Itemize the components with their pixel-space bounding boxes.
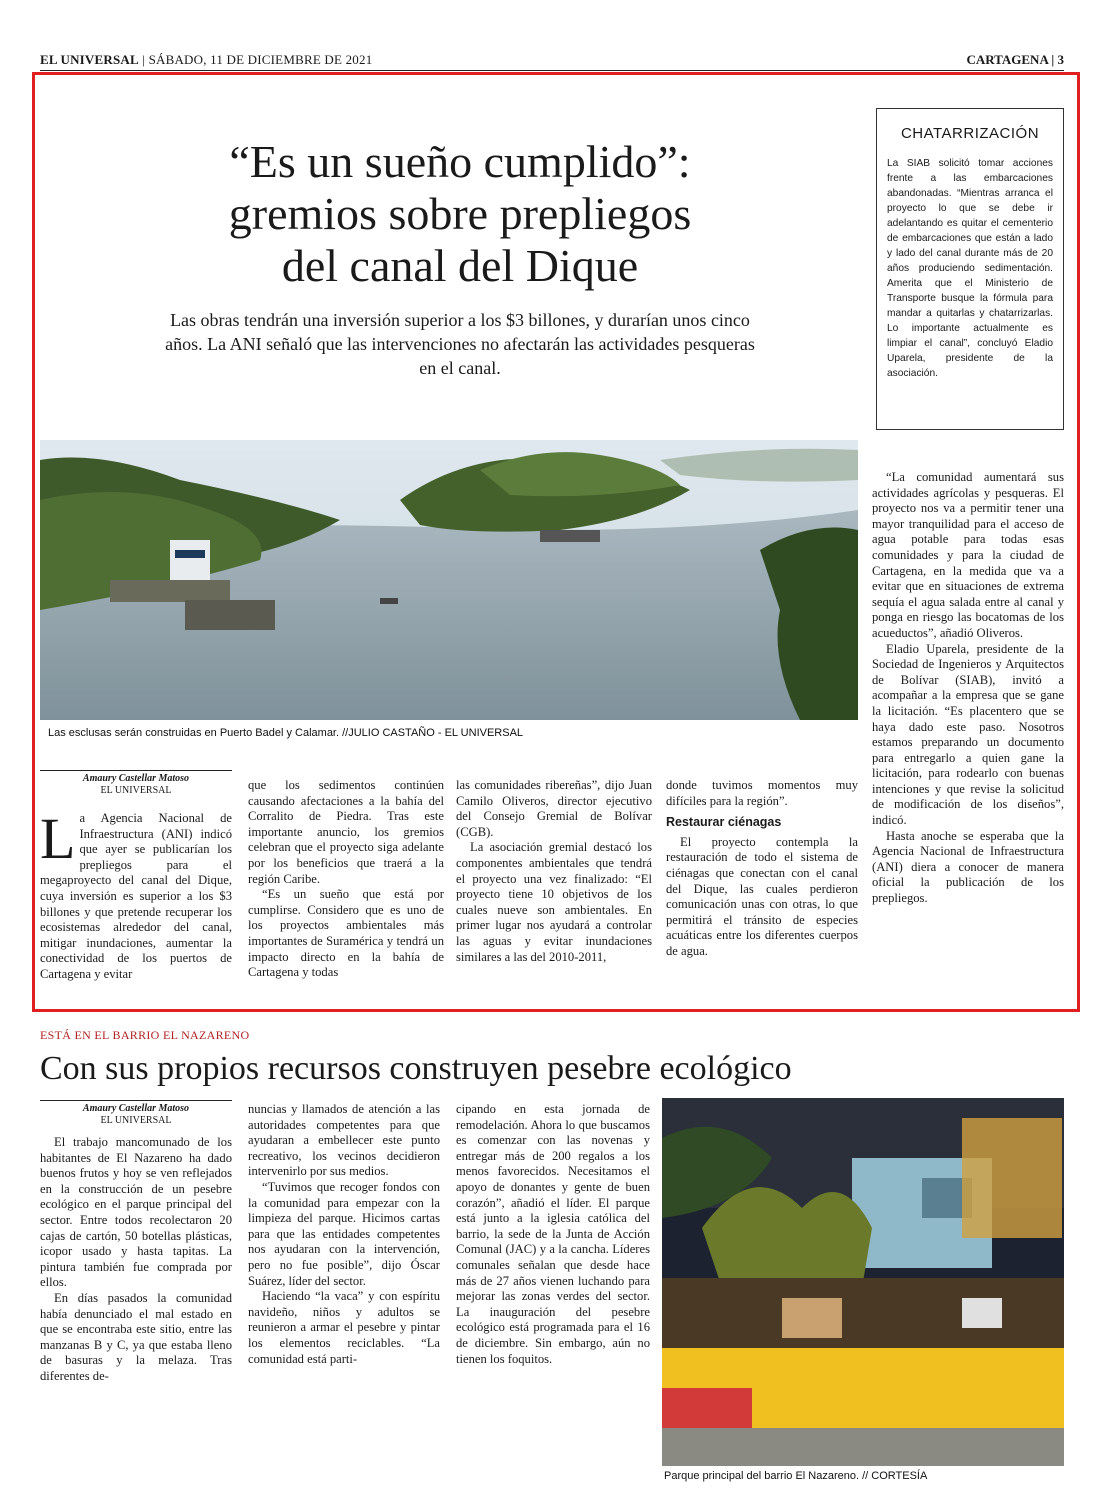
story1-deck: Las obras tendrán una inversión superior a los $3 billones, y durarían unos cinco años. La ANI señaló que las intervenciones no afectarán las actividades pesqueras en el canal. <box>165 310 755 378</box>
page-number: | 3 <box>1051 52 1064 67</box>
story1-headline-line2: gremios sobre prepliegos <box>228 188 692 239</box>
story1-column-5 <box>872 470 1064 907</box>
story2-byline <box>40 1100 232 1127</box>
pesebre-photo-caption: Parque principal del barrio El Nazareno. // CORTESÍA <box>664 1470 928 1482</box>
story1-column-3 <box>456 778 652 965</box>
story2-byline-name: Amaury Castellar Matoso <box>82 1103 190 1114</box>
story1-byline <box>40 770 232 797</box>
story2-column-3 <box>456 1102 650 1367</box>
sidebar-box <box>876 108 1064 430</box>
canal-photo <box>40 440 858 720</box>
sidebar-text: La SIAB solicitó tomar acciones frente a las embarcaciones abandonadas. “Mientras arranca el proyecto lo que se debe ir adelantando es quitar el cementerio de embarcaciones que están a lado y lado del canal durante más de 20 años produciendo sedimentación. Amerita que el Ministerio de Transporte busque la fórmula para mandar a quitarlas y chatarrizarlas. Lo importante actualmente es limpiar el canal”, concluyó Eladio Uparela, presidente de la asociación. <box>887 158 1053 379</box>
paragraph: nuncias y llamados de atención a las autoridades competentes para que ayudaran a embellecer este punto recreativo, los vecinos decidieron intervenirlo por sus medios. <box>248 1102 440 1179</box>
paragraph: La asociación gremial destacó los componentes ambientales que tendrá el proyecto una vez finalizado: “El proyecto tiene 10 objetivos de los cuales nueve son ambientales. En primer lugar nos ayudará a controlar las aguas y evitar inundaciones similares a las del 2010-2011, <box>456 840 652 964</box>
page-header-right <box>966 52 1064 68</box>
story1-headline <box>150 136 770 292</box>
story2-column-1 <box>40 1100 232 1385</box>
section-name: CARTAGENA <box>966 52 1049 67</box>
issue-date: | SÁBADO, 11 DE DICIEMBRE DE 2021 <box>142 52 373 67</box>
paragraph: “La comunidad aumentará sus actividades agrícolas y pesqueras. El proyecto nos va a permitir tener una mayor tranquilidad para el acceso de agua potable para todas esas comunidades y para la ciudad de Cartagena, en la medida que va a evitar que en situaciones de extrema sequía el agua salada entre al canal y ponga en riesgo las bocatomas de los acueductos”, añadió Oliveros. <box>872 470 1064 640</box>
paragraph: donde tuvimos momentos muy difíciles para la región”. <box>666 778 858 808</box>
dropcap: L <box>40 806 76 871</box>
story2-headline: Con sus propios recursos construyen pesebre ecológico <box>40 1050 792 1087</box>
paragraph: Hasta anoche se esperaba que la Agencia Nacional de Infraestructura (ANI) diera a conocer de manera oficial la publicación de los prepliegos. <box>872 828 1064 906</box>
story1-lead-text: a Agencia Nacional de Infraestructura (ANI) indicó que ayer se publicarían los prepliegos para el megaproyecto del canal del Dique, cuya inversión es superior a los $3 billones y que pretende recuperar los ecosistemas alrededor del canal, mitigar inundaciones, aumentar la conectividad de los puertos de Cartagena y evitar <box>40 811 232 981</box>
story1-lead-paragraph <box>40 806 232 983</box>
story1-subhead: Restaurar ciénagas <box>666 815 782 830</box>
paragraph: “Tuvimos que recoger fondos con la comunidad para empezar con la limpieza del parque. Hicimos cartas para que las entidades competentes nos ayudaran con la intervención, pero no fue posible”, dijo Óscar Suárez, líder del sector. <box>248 1179 440 1288</box>
story2-kicker: ESTÁ EN EL BARRIO EL NAZARENO <box>40 1028 250 1042</box>
paragraph: las comunidades ribereñas”, dijo Juan Camilo Oliveros, director ejecutivo del Consejo Gremial de Bolívar (CGB). <box>456 778 652 839</box>
newspaper-name: EL UNIVERSAL <box>40 52 139 67</box>
paragraph: que los sedimentos continúen causando afectaciones a la bahía del Corralito de Piedra. Tras este importante anuncio, los gremios celebran que el proyecto siga adelante por los beneficios que traerá a la región Caribe. <box>248 778 444 886</box>
story2-column-2 <box>248 1102 440 1367</box>
story2-byline-outlet: EL UNIVERSAL <box>100 1115 172 1126</box>
paragraph: “Es un sueño que está por cumplirse. Considero que es uno de los proyectos ambientales más importantes de Suramérica y tendrá un impacto directo en la bahía de Cartagena y todas <box>248 887 444 980</box>
paragraph: El proyecto contempla la restauración de todo el sistema de ciénagas que conectan con el canal del Dique, las cuales perdieron comunicación unas con otras, lo que permitirá el tránsito de especies acuáticas entre los diferentes cuerpos de agua. <box>666 834 858 958</box>
sidebar-title: CHATARRIZACIÓN <box>900 125 1040 142</box>
canal-photo-caption: Las esclusas serán construidas en Puerto Badel y Calamar. //JULIO CASTAÑO - EL UNIVERSAL <box>48 727 524 739</box>
paragraph: Haciendo “la vaca” y con espíritu navideño, niños y adultos se reunieron a armar el pesebre y pintar los elementos reciclables. “La comunidad está parti- <box>248 1289 440 1366</box>
header-rule <box>40 70 1064 71</box>
story1-column-2 <box>248 778 444 981</box>
paragraph: El trabajo mancomunado de los habitantes de El Nazareno ha dado buenos frutos y hoy se ven reflejados en la construcción de un pesebre ecológico en el parque principal del sector. Entre todos recolectaron 20 cajas de cartón, 50 botellas plásticas, icopor usado y hasta tapitas. La pintura también fue comprada por ellos. <box>40 1135 232 1290</box>
pesebre-photo <box>662 1098 1064 1466</box>
paragraph: cipando en esta jornada de remodelación. Ahora lo que buscamos es comenzar con las novenas y entregar más de 200 regalos a los menos favorecidos. Necesitamos el apoyo de donantes y gente de buen corazón”, añadió el líder. El parque está junto a la iglesia católica del barrio, la sede de la Junta de Acción Comunal (JAC) y a la cancha. Líderes comunales señalan que desde hace más de 27 años vienen luchando para mejorar las zonas verdes del sector. La inauguración del pesebre ecológico está programada para el 16 de diciembre. Sin embargo, aún no tienen los foquitos. <box>456 1102 650 1366</box>
story1-byline-name: Amaury Castellar Matoso <box>82 773 190 784</box>
story1-headline-line3: del canal del Dique <box>281 240 639 291</box>
paragraph: En días pasados la comunidad había denunciado el mal estado en que se encontraba este sitio, entre las manzanas B y C, ya que estaba lleno de basuras y la melaza. Tras diferentes de- <box>40 1290 232 1383</box>
paragraph: Eladio Uparela, presidente de la Sociedad de Ingenieros y Arquitectos de Bolívar (SIAB), invitó a acompañar a la empresa que se gane la licitación. “Es placentero que se haya dado este paso. Nosotros estamos preparando un documento para entregarlo a quien gane la licitación, para rodearlo con buenas intenciones y que revise la solicitud de modificación de los diseños”, indicó. <box>872 641 1064 828</box>
story1-column-1 <box>40 770 232 983</box>
story1-column-4 <box>666 778 858 960</box>
story1-byline-outlet: EL UNIVERSAL <box>100 785 172 796</box>
story1-headline-line1: “Es un sueño cumplido”: <box>229 136 691 187</box>
page-header-left <box>40 52 372 68</box>
